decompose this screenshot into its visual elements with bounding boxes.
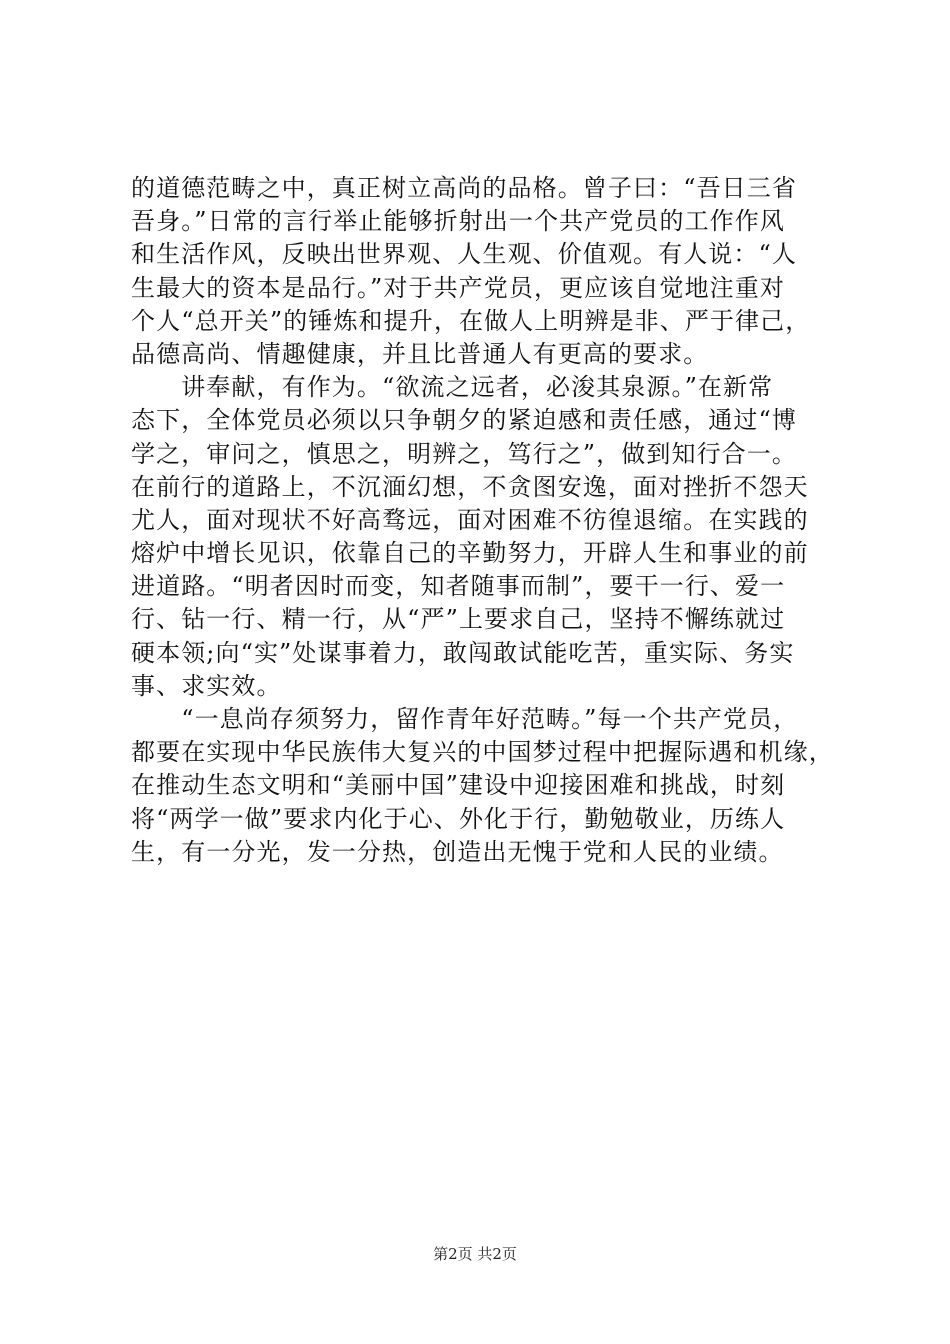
- text-line: 行、钻一行、精一行，从“严”上要求自己，坚持不懈练就过: [131, 605, 786, 634]
- text-line: 都要在实现中华民族伟大复兴的中国梦过程中把握际遇和机缘，: [131, 738, 834, 767]
- text-line: 熔炉中增长见识，依靠自己的辛勤努力，开辟人生和事业的前: [131, 539, 809, 568]
- text-line: 讲奉献，有作为。“欲流之远者，必浚其泉源。”在新常: [131, 373, 774, 402]
- text-line: 尤人，面对现状不好高骛远，面对困难不彷徨退缩。在实践的: [131, 505, 809, 534]
- text-line: 硬本领;向“实”处谋事着力，敢闯敢试能吃苦，重实际、务实: [131, 638, 795, 667]
- text-line: 生，有一分光，发一分热，创造出无愧于党和人民的业绩。: [131, 837, 784, 866]
- text-line: 品德高尚、情趣健康，并且比普通人有更高的要求。: [131, 339, 709, 368]
- page-number-footer: 第2页 共2页: [433, 1245, 517, 1263]
- text-line: 进道路。“明者因时而变，知者随事而制”，要干一行、爱一: [131, 572, 786, 601]
- text-line: 在前行的道路上，不沉湎幻想，不贪图安逸，面对挫折不怨天: [131, 472, 809, 501]
- text-line: 的道德范畴之中，真正树立高尚的品格。曾子曰：“吾日三省: [131, 174, 797, 202]
- text-line: 和生活作风，反映出世界观、人生观、价值观。有人说：“人: [131, 240, 797, 269]
- text-line: 吾身。”日常的言行举止能够折射出一个共产党员的工作作风: [131, 207, 785, 236]
- text-line: 态下，全体党员必须以只争朝夕的紧迫感和责任感，通过“博: [131, 406, 797, 435]
- text-line: 学之，审问之，慎思之，明辨之，笃行之”，做到知行合一。: [131, 439, 797, 468]
- text-line: 在推动生态文明和“美丽中国”建设中迎接困难和挑战，时刻: [131, 771, 786, 800]
- text-line: 个人“总开关”的锤炼和提升，在做人上明辨是非、严于律己，: [131, 306, 811, 335]
- text-line: 将“两学一做”要求内化于心、外化于行，勤勉敬业，历练人: [131, 804, 786, 833]
- text-line: 生最大的资本是品行。”对于共产党员，更应该自觉地注重对: [131, 273, 785, 302]
- body-text: [131, 172, 834, 869]
- text-line: “一息尚存须努力，留作青年好范畴。”每一个共产党员，: [131, 705, 799, 733]
- text-line: 事、求实效。: [131, 671, 282, 700]
